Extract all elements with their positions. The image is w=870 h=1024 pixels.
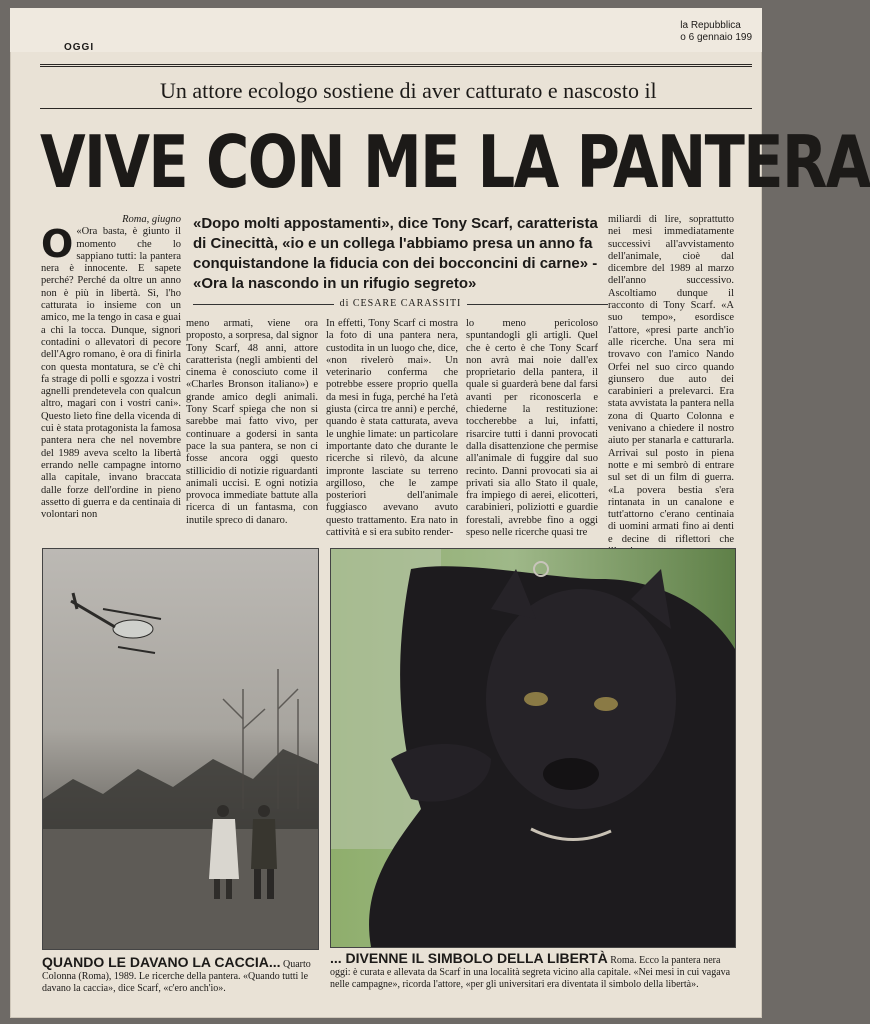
column-1 — [41, 214, 181, 544]
panther-image — [331, 549, 735, 947]
section-label: OGGI — [64, 42, 95, 53]
top-rule-2 — [40, 66, 752, 67]
deck: «Dopo molti appostamenti», dice Tony Scarf, caratterista di Cinecittà, «io e un collega l'abbiamo presa un anno fa conquistandone la fiducia con dei bocconcini di carne» - «Ora la nascondo in un rifugio segreto» — [193, 215, 598, 292]
newspaper-stamp — [680, 20, 752, 44]
column-2-text: meno armati, viene ora proposto, a sorpresa, dal signor Tony Scarf, 48 anni, attore caratterista (negli ambienti del cinema è conosciuto come il «Charles Bronson italiano») e grande amico degli animali. Tony Scarf spiega che non si sarebbe mai fatto vivo, per continuare a godersi in santa pace la sua pantera, se non ci fosse ancora oggi questo stillicidio di notizie riguardanti animali uccisi. E ogni notizia provoca immediate battute alla ricerca di un fantasma, con inutile spreco di danaro. — [186, 318, 318, 526]
column-3 — [326, 318, 458, 544]
caption-left-title: QUANDO LE DAVANO LA CACCIA... — [42, 954, 281, 970]
ground — [43, 829, 318, 949]
column-5-text: miliardi di lire, soprattutto nei mesi immediatamente successivi all'avvistamento dell'animale, cioè dal dicembre del 1989 al marzo dell'anno successivo. Ascoltiamo dunque il racconto di Tony Scarf. «A suo tempo», esordisce l'attore, «presi parte anch'io alle ricerche. Una sera mi trovavo con l'amico Nando Orfei nel suo circo quando giunsero due auto dei carabinieri a prelevarci. Era stata avvistata la pantera nella zona di Quarto Colonna e venivano a chiedere il nostro aiuto per stanarla e catturarla. Arrivai sul posto in piena notte e mi sembrò di entrare sul set di un film di guerra. «La povera bestia s'era rintanata in un canalone e tutt'attorno c'erano centinaia di uomini armati fino ai denti e decine di riflettori che — [608, 214, 734, 545]
top-rule — [40, 64, 752, 65]
photo-black-panther — [330, 548, 736, 948]
drop-cap: O — [41, 222, 74, 267]
newspaper-page — [10, 8, 870, 1018]
headline: VIVE CON ME LA PANTERA — [40, 120, 870, 204]
column-4-text: lo meno pericoloso spuntandogli gli artigli. Quel che è certo è che Tony Scarf non avrà mai noie dall'ex proprietario della pantera, il quale si guarderà bene dal farsi avanti per riconoscerla e chiederne la restituzione: toccherebbe a lui, infatti, risarcire tutti i danni provocati dalla disattenzione che permise all'animale di fuggire dal suo recinto. Danni provocati sia ai privati sia allo Stato il quale, fra impiego di aerei, elicotteri, carabinieri, poliziotti e guardie forestali, avrebbe fino a oggi speso nelle ricerche quasi tre — [466, 318, 598, 539]
panther-nose — [543, 758, 599, 790]
byline-text: di CESARE CARASSITI — [334, 298, 468, 309]
column-3-text: In effetti, Tony Scarf ci mostra la foto di una pantera nera, custodita in un luogo che, dice, «non rivelerò mai». Un veterinario conferma che potrebbe essere proprio quella da mesi in fuga, perché ha l'età giusta (circa tre anni) e perché, quando è stata catturata, aveva le unghie limate: un particolare importante dato che durante le ricerche si rilevò, da alcune impronte lasciate su terreno argilloso, che le zampe posteriori dell'animale fuggiasco avevano avuto questo trattamento. Era nato in cattività e si era subito render- — [326, 318, 458, 539]
newspaper-name: la Repubblica — [680, 20, 741, 31]
column-2 — [186, 318, 318, 544]
newspaper-date: o 6 gennaio 199 — [680, 32, 752, 43]
column-5 — [608, 214, 734, 544]
caption-right-title: ... DIVENNE IL SIMBOLO DELLA LIBERTÀ — [330, 950, 608, 966]
column-4 — [466, 318, 598, 544]
dateline: Roma, giugno — [122, 214, 181, 225]
photo-search-helicopter — [42, 548, 319, 950]
helicopter-scene-image — [43, 549, 318, 949]
panther-eye-left — [524, 692, 548, 706]
byline — [193, 298, 608, 309]
caption-right — [330, 952, 735, 991]
kicker: Un attore ecologo sostiene di aver catturato e nascosto il — [160, 78, 657, 103]
header-strip — [10, 8, 762, 52]
caption-right-text: Roma. Ecco la pantera nera oggi: è curata e allevata da Scarf in una località segreta vicino alla capitale. «Nei mesi in cui vagava nelle campagne», ricorda l'attore, «per gli universitari era diventata il simbolo della libertà». — [330, 955, 731, 990]
caption-left — [42, 956, 317, 995]
panther-eye-right — [594, 697, 618, 711]
kicker-rule — [40, 108, 752, 109]
column-1-text: «Ora basta, è giunto il momento che lo sappiano tutti: la pantera nera è innocente. E sapete perché? Perché da oltre un anno non è più in libertà. Sì, l'ho catturata io insieme con un amico, me la tengo in casa e guai a chi la tocca. Dunque, signori contadini o allevatori di pecore dell'Agro romano, è ora di finirla con questa montatura, se c'è chi fa strage di polli e sgozza i vostri agnelli prendetevela con qualcun altro, magari con i vostri cani». Questo lieto fine della vicenda di cui è stata protagonista la famosa pantera nera che nel novembre del 1989 aveva scelto la libertà errando nelle campagne intorno alla capitale, invano braccata dalle forze dell'ordine in pieno assetto di guerra e da centinaia di volontari non — [41, 226, 181, 521]
caption-left-text: Quarto Colonna (Roma), 1989. Le ricerche della pantera. «Quando tutti le davano la caccia», dice Scarf, «c'ero anch'io». — [42, 959, 311, 994]
